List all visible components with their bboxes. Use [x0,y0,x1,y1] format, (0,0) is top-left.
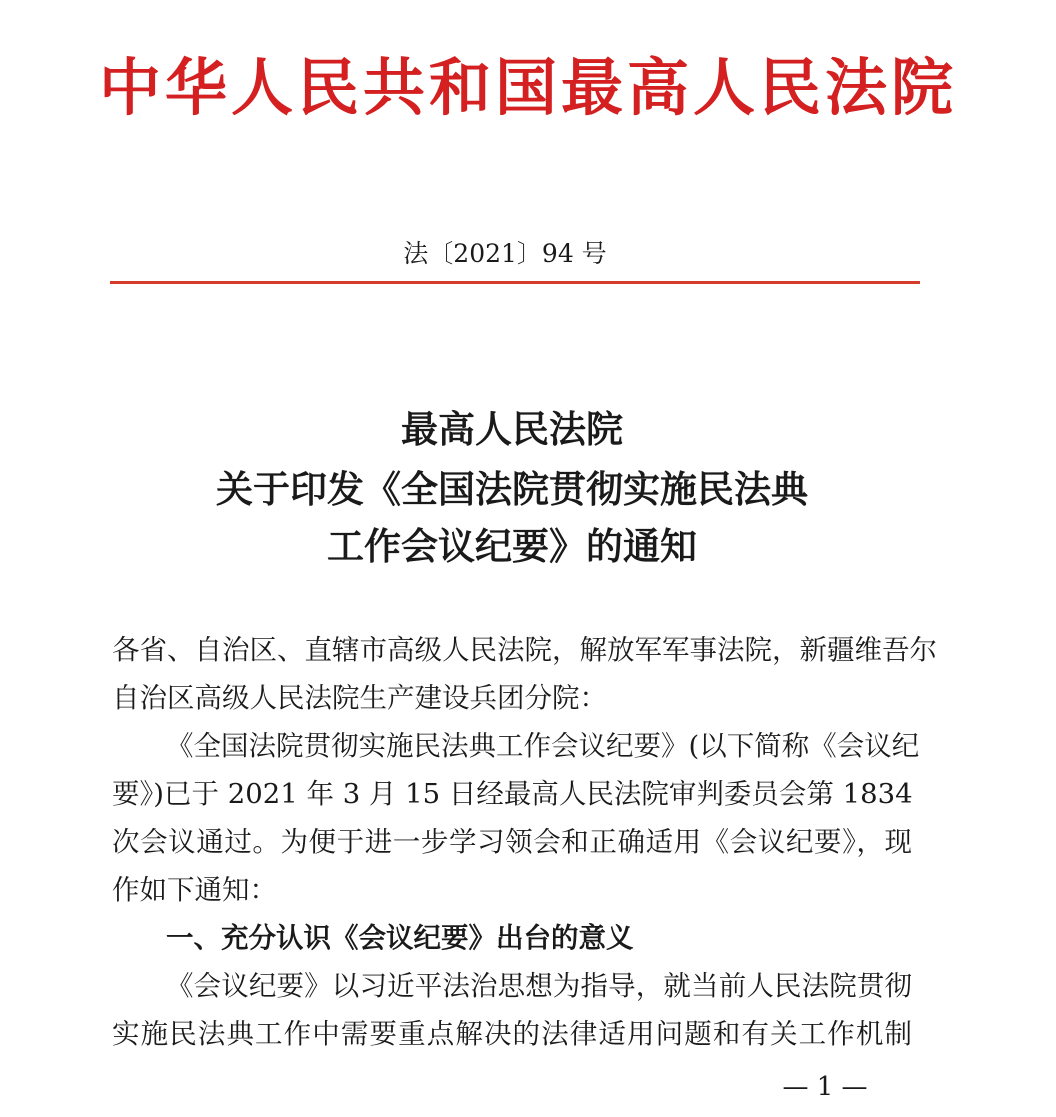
masthead-title: 中华人民共和国最高人民法院 [98,51,957,124]
body-paragraph-line: 实施民法典工作中需要重点解决的法律适用问题和有关工作机制 [112,1018,912,1050]
body-paragraph-line: 作如下通知： [112,874,277,906]
notice-title-line-3: 工作会议纪要》的通知 [327,524,697,568]
body-paragraph-line: 《会议纪要》以习近平法治思想为指导，就当前人民法院贯彻 [166,970,912,1002]
document-number: 法〔2021〕94 号 [403,239,607,268]
notice-title-line-1: 最高人民法院 [401,407,623,451]
notice-title-line-2: 关于印发《全国法院贯彻实施民法典 [216,467,808,511]
addressee-line-2: 自治区高级人民法院生产建设兵团分院： [112,682,607,714]
section-heading-1: 一、充分认识《会议纪要》出台的意义 [166,922,634,954]
addressee-line-1: 各省、自治区、直辖市高级人民法院，解放军军事法院，新疆维吾尔 [112,634,937,666]
page-number: — 1 — [782,1072,868,1102]
body-paragraph-line: 次会议通过。为便于进一步学习领会和正确适用《会议纪要》，现 [112,826,912,858]
body-paragraph-line: 要》)已于 2021 年 3 月 15 日经最高人民法院审判委员会第 1834 [112,778,913,810]
body-paragraph-line: 《全国法院贯彻实施民法典工作会议纪要》(以下简称《会议纪 [166,730,920,762]
red-divider-rule [110,281,920,284]
